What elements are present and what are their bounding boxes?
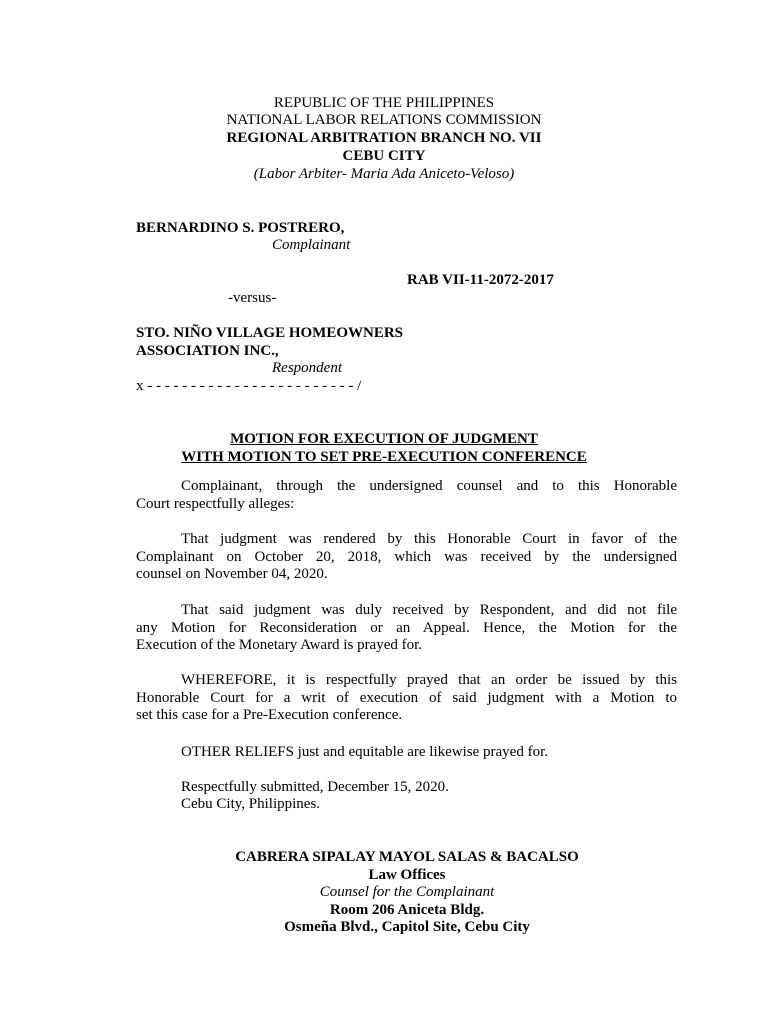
header-labor-arbiter: (Labor Arbiter- Maria Ada Aniceto-Veloso) xyxy=(253,166,515,182)
submitted-place: Cebu City, Philippines. xyxy=(181,796,321,812)
paragraph-line: set this case for a Pre-Execution conference. xyxy=(136,707,403,723)
respondent-name-line2: ASSOCIATION INC., xyxy=(136,343,279,359)
law-firm-name: CABRERA SIPALAY MAYOL SALAS & BACALSO xyxy=(235,849,579,865)
header-branch: REGIONAL ARBITRATION BRANCH NO. VII xyxy=(226,130,542,146)
paragraph-line: Honorable Court for a writ of execution of said judgment with a Motion to xyxy=(136,689,677,706)
complainant-role: Complainant xyxy=(272,237,351,253)
complainant-name: BERNARDINO S. POSTRERO, xyxy=(136,220,345,236)
paragraph-line: That said judgment was duly received by Respondent, and did not file xyxy=(181,602,677,618)
header-city: CEBU CITY xyxy=(342,148,426,164)
counsel-role: Counsel for the Complainant xyxy=(319,884,495,900)
header-republic: REPUBLIC OF THE PHILIPPINES xyxy=(273,95,495,111)
paragraph-line: Court respectfully alleges: xyxy=(136,495,295,512)
paragraph-line: Complainant on October 20, 2018, which was received by the undersigned xyxy=(136,548,677,565)
motion-title-line1: MOTION FOR EXECUTION OF JUDGMENT xyxy=(230,431,538,447)
respondent-role: Respondent xyxy=(272,360,342,376)
paragraph-3 xyxy=(136,602,677,655)
caption-separator: x - - - - - - - - - - - - - - - - - - - - - - - - / xyxy=(136,378,362,394)
paragraph-line: any Motion for Reconsideration or an Appeal. Hence, the Motion for the xyxy=(136,619,677,636)
case-number: RAB VII-11-2072-2017 xyxy=(407,272,554,288)
submitted-date: Respectfully submitted, December 15, 2020. xyxy=(181,779,449,795)
paragraph-line: Complainant, through the undersigned counsel and to this Honorable xyxy=(181,478,677,494)
paragraph-5: OTHER RELIEFS just and equitable are likewise prayed for. xyxy=(181,744,548,760)
address-line2: Osmeña Blvd., Capitol Site, Cebu City xyxy=(284,919,530,935)
paragraph-1 xyxy=(136,478,677,513)
motion-title-line2: WITH MOTION TO SET PRE-EXECUTION CONFERENCE xyxy=(181,449,587,465)
paragraph-line: That judgment was rendered by this Honorable Court in favor of the xyxy=(181,531,677,547)
header-commission: NATIONAL LABOR RELATIONS COMMISSION xyxy=(226,112,542,128)
paragraph-line: counsel on November 04, 2020. xyxy=(136,566,328,582)
paragraph-2 xyxy=(136,531,677,584)
paragraph-line: WHEREFORE, it is respectfully prayed that an order be issued by this xyxy=(181,672,677,688)
respondent-name-line1: STO. NIÑO VILLAGE HOMEOWNERS xyxy=(136,325,404,341)
law-firm-type: Law Offices xyxy=(368,867,446,883)
paragraph-4 xyxy=(136,672,677,725)
versus: -versus- xyxy=(228,290,277,306)
paragraph-line: Execution of the Monetary Award is prayed for. xyxy=(136,637,423,653)
address-line1: Room 206 Aniceta Bldg. xyxy=(329,902,485,918)
